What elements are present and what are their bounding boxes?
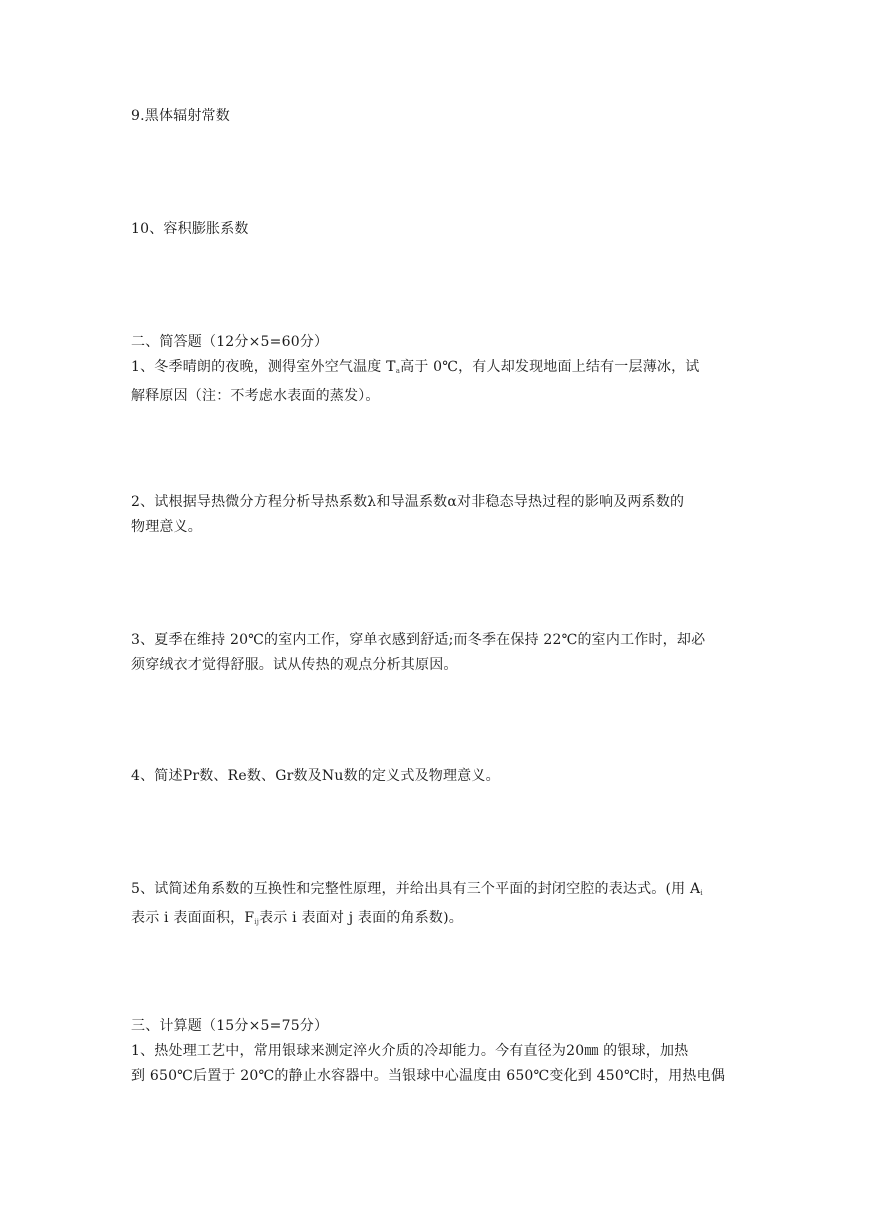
- question-text: 高于 0℃，有人却发现地面上结有一层薄冰，试: [400, 359, 700, 375]
- item-9: [131, 104, 743, 129]
- section-3-heading: [131, 1014, 743, 1039]
- question-text: 5、试简述角系数的互换性和完整性原理，并给出具有三个平面的封闭空腔的表达式。(用 A: [131, 881, 701, 897]
- question-line: 2、试根据导热微分方程分析导热系数λ和导温系数α对非稳态导热过程的影响及两系数的: [131, 494, 685, 510]
- question-text: 表示 i 表面对 j 表面的角系数)。: [259, 910, 463, 926]
- question-line: [131, 877, 743, 906]
- section-3-question-1: [131, 1039, 743, 1089]
- section-2-question-2: [131, 490, 743, 540]
- question-line: [131, 355, 743, 384]
- item-9-text: 9.黑体辐射常数: [131, 108, 230, 124]
- section-2-question-1: [131, 355, 743, 409]
- question-line: 4、简述Pr数、Re数、Gr数及Nu数的定义式及物理意义。: [131, 768, 500, 784]
- item-10: [131, 217, 743, 242]
- subscript: ij: [254, 918, 260, 926]
- question-line: [131, 906, 743, 935]
- question-line: 到 650℃后置于 20℃的静止水容器中。当银球中心温度由 650℃变化到 450℃时，用热电偶: [131, 1068, 726, 1084]
- question-line: 1、热处理工艺中，常用银球来测定淬火介质的冷却能力。今有直径为20㎜ 的银球，加热: [131, 1043, 689, 1059]
- section-2-question-5: [131, 877, 743, 935]
- section-2-question-3: [131, 628, 743, 678]
- question-text: 1、冬季晴朗的夜晚，测得室外空气温度 T: [131, 359, 396, 375]
- item-10-text: 10、容积膨胀系数: [131, 221, 249, 237]
- subscript: i: [700, 889, 703, 897]
- question-line: 须穿绒衣才觉得舒服。试从传热的观点分析其原因。: [131, 657, 458, 673]
- question-line: 解释原因（注：不考虑水表面的蒸发）。: [131, 388, 380, 404]
- question-text: 表示 i 表面面积，F: [131, 910, 255, 926]
- section-3-heading-text: 三、计算题（15分×5=75分）: [131, 1018, 329, 1034]
- section-2-heading-text: 二、简答题（12分×5=60分）: [131, 334, 329, 350]
- question-line: 物理意义。: [131, 519, 202, 535]
- subscript: a: [395, 367, 401, 375]
- section-2-heading: [131, 330, 743, 355]
- section-2-question-4: [131, 764, 743, 789]
- question-line: 3、夏季在维持 20℃的室内工作，穿单衣感到舒适;而冬季在保持 22℃的室内工作时，却必: [131, 632, 706, 648]
